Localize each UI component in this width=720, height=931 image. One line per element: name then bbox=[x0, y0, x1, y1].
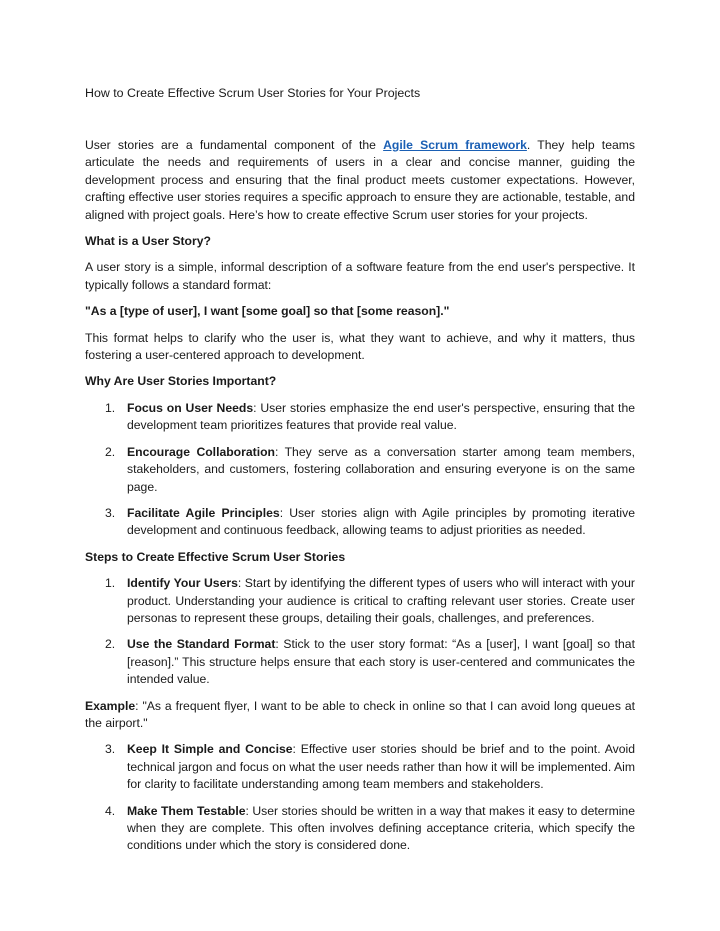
list-item-term: Use the Standard Format bbox=[127, 637, 276, 652]
list-item-text: : User stories emphasize the end user's perspective, ensuring that the development team prioritizes features that provide real value. bbox=[127, 400, 635, 433]
list-item-term: Make Them Testable bbox=[127, 803, 246, 818]
list-item-text: : They serve as a conversation starter among team members, stakeholders, and customers, fostering collaboration and ensuring everyone is on the same page. bbox=[127, 444, 635, 494]
list-number: 4. bbox=[105, 803, 116, 818]
example-text: : "As a frequent flyer, I want to be able to check in online so that I can avoid long queues at the airport." bbox=[85, 698, 635, 730]
list-item-term: Encourage Collaboration bbox=[127, 444, 275, 459]
list-item-text: : Effective user stories should be brief and to the point. Avoid technical jargon and focus on what the user needs rather than how it will be implemented. Aim for clarity to facilitate understanding among team members and stakeholders. bbox=[127, 742, 635, 792]
list-number: 2. bbox=[105, 637, 116, 652]
list-number: 3. bbox=[105, 505, 116, 520]
list-item-text: : User stories should be written in a way that makes it easy to determine when they are complete. This often involves defining acceptance criteria, which specify the conditions under which the story is considered done. bbox=[127, 803, 635, 853]
format-explanation-paragraph: This format helps to clarify who the user is, what they want to achieve, and why it matters, thus fostering a user-centered approach to development. bbox=[85, 330, 635, 363]
list-item-term: Keep It Simple and Concise bbox=[127, 742, 293, 757]
list-number: 1. bbox=[105, 400, 116, 415]
list-item bbox=[85, 636, 635, 688]
list-item bbox=[85, 803, 635, 855]
list-item bbox=[85, 575, 635, 627]
agile-scrum-framework-link[interactable]: Agile Scrum framework bbox=[383, 138, 527, 152]
steps-list-a bbox=[85, 575, 635, 688]
example-label: Example bbox=[85, 698, 136, 713]
list-item-text: : Start by identifying the different types of users who will interact with your product. Understanding your audience is critical to crafting relevant user stories. Create user personas to represent these groups, detailing their goals, challenges, and preferences. bbox=[127, 576, 635, 625]
what-is-user-story-paragraph: A user story is a simple, informal description of a software feature from the end user's perspective. It typically follows a standard format: bbox=[85, 260, 635, 292]
standard-format-line: "As a [type of user], I want [some goal] so that [some reason]." bbox=[85, 304, 450, 319]
intro-text-before-link: User stories are a fundamental component of the bbox=[85, 138, 384, 152]
steps-heading: Steps to Create Effective Scrum User Stories bbox=[85, 549, 346, 564]
list-number: 1. bbox=[105, 576, 116, 591]
intro-text-after-link: . They help teams articulate the needs and requirements of users in a clear and concise manner, guiding the development process and ensuring that the final product meets customer expectations. However, crafting effective user stories requires a specific approach to ensure they are actionable, testable, and aligned with project goals. Here’s how to create effective Scrum user stories for your projects. bbox=[85, 138, 635, 222]
document-body bbox=[85, 137, 635, 864]
example-paragraph bbox=[85, 698, 635, 733]
why-important-list bbox=[85, 400, 635, 540]
list-item bbox=[85, 505, 635, 540]
list-item-term: Identify Your Users bbox=[127, 576, 238, 591]
list-item-text: : User stories align with Agile principles by promoting iterative development and continuous feedback, allowing teams to adjust priorities as needed. bbox=[127, 505, 636, 538]
list-item bbox=[85, 400, 635, 435]
list-number: 2. bbox=[105, 444, 116, 459]
list-item bbox=[85, 741, 635, 793]
document-title: How to Create Effective Scrum User Stories for Your Projects bbox=[85, 86, 421, 100]
what-is-user-story-heading: What is a User Story? bbox=[85, 234, 211, 249]
list-item-text: : Stick to the user story format: “As a [user], I want [goal] so that [reason].” This structure helps ensure that each story is user-centered and communicates the intended value. bbox=[127, 637, 635, 687]
list-item bbox=[85, 444, 635, 496]
list-number: 3. bbox=[105, 742, 116, 757]
steps-list-b bbox=[85, 741, 635, 854]
intro-paragraph bbox=[85, 137, 635, 224]
list-item-term: Focus on User Needs bbox=[127, 400, 254, 415]
list-item-term: Facilitate Agile Principles bbox=[127, 505, 280, 520]
why-important-heading: Why Are User Stories Important? bbox=[85, 374, 277, 389]
